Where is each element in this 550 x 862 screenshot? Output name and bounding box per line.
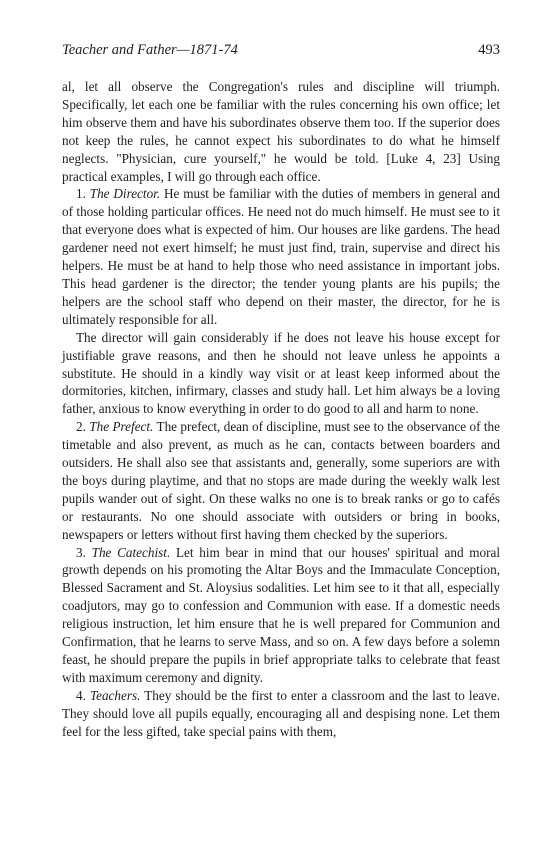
paragraph-text: The prefect, dean of discipline, must see to the observance of the timetable and also prevent, as much as he can, contacts between boarders and outsiders. He shall also see that assistants and, generally, some superiors are with the boys during playtime, and that no stops are made during the weekly walk lest pupils wander out of sight. On these walks no one is to break ranks or go to cafés or restaurants. No one should associate with outsiders or bring in books, newspapers or letters without first having them checked by the superiors.	[62, 419, 501, 542]
section-number: 4.	[76, 687, 86, 703]
section-number: 3.	[76, 544, 86, 560]
section-heading: The Catechist.	[91, 544, 171, 560]
paragraph-text: He must be familiar with the duties of members in general and of those holding particular offices. He need not do much himself. He must see to it that everyone does what is expected of him. Our houses are like gardens. The head gardener need not exert himself; he must just find, train, supervise and direct his helpers. He must be at hand to help those who need assistance in important jobs. This head gardener is the director; the tender young plants are his pupils; the helpers are the school staff who depend on their master, the director, for he is ultimately responsible for all.	[62, 186, 501, 327]
section-heading: The Director.	[89, 186, 161, 202]
running-title: Teacher and Father—1871-74	[62, 42, 238, 58]
paragraph-director-continued	[62, 329, 500, 419]
body-text	[62, 78, 500, 741]
book-page	[62, 42, 500, 741]
paragraph-director	[62, 185, 500, 328]
section-heading: Teachers.	[89, 687, 141, 703]
section-number: 2.	[76, 419, 86, 435]
paragraph-prefect	[62, 418, 500, 543]
paragraph-teachers	[62, 687, 500, 741]
running-head	[62, 42, 500, 68]
paragraph-catechist	[62, 544, 500, 687]
paragraph-text: Let him bear in mind that our houses' spiritual and moral growth depends on his promoting the Altar Boys and the Immaculate Conception, Blessed Sacrament and St. Aloysius sodalities. Let him see to it that all, especially coadjutors, may go to confession and Communion with ease. If a domestic needs religious instruction, let him ensure that he is well prepared for Communion and Confirmation, that he learns to serve Mass, and so on. A few days before a solemn feast, he should prepare the pupils in brief appropriate talks to celebrate that feast with maximum ceremony and dignity.	[62, 544, 501, 685]
page-number: 493	[478, 42, 500, 58]
paragraph-text: The director will gain considerably if he does not leave his house except for justifiable grave reasons, and then he should not leave unless he appoints a substitute. He should in a kindly way visit or at least keep informed about the dormitories, kitchen, infirmary, classes and study hall. Let him always be a loving father, anxious to know everything in order to do good to all and harm to none.	[62, 329, 500, 417]
paragraph-text: They should be the first to enter a classroom and the last to leave. They should love all pupils equally, encouraging all and despising none. Let them feel for the less gifted, take special pains with them,	[62, 687, 501, 739]
section-number: 1.	[76, 186, 86, 202]
section-heading: The Prefect.	[89, 419, 154, 435]
paragraph-intro	[62, 78, 500, 185]
paragraph-text: al, let all observe the Congregation's rules and discipline will triumph. Specifically, let each one be familiar with the rules concerning his own office; let him observe them and have his subordinates observe them too. If the superior does not keep the rules, he cannot expect his subordinates to do what he himself neglects. "Physician, cure yourself," he would be told. [Luke 4, 23] Using practical examples, I will go through each office.	[62, 79, 500, 184]
